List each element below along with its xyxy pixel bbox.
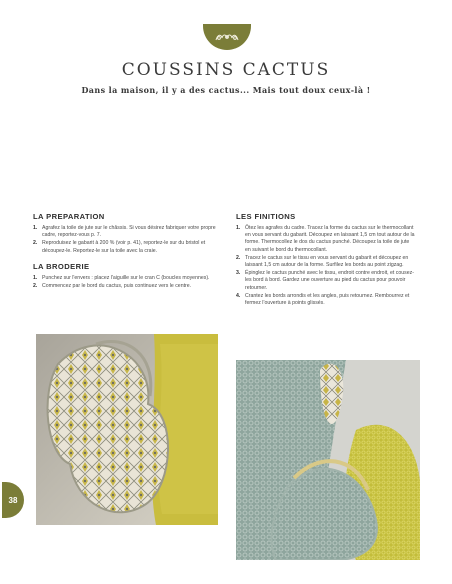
- preparation-steps: [33, 225, 223, 255]
- list-item: [33, 240, 223, 254]
- step-number: 1.: [236, 225, 241, 231]
- step-number: 2.: [33, 240, 38, 247]
- step-text: Agrafez la toile de jute sur le châssis. Si vous désirez fabriquer votre propre cadre, reportez-vous p. 7.: [42, 225, 216, 239]
- list-item: [33, 225, 223, 239]
- broderie-heading: LA BRODERIE: [33, 261, 90, 271]
- right-column: [236, 212, 416, 313]
- header-tab: [203, 24, 251, 50]
- list-item: [236, 293, 416, 307]
- step-text: Crantez les bords arrondis et les angles, puis retournez. Rembourrez et fermez l'ouverture à points glissés.: [245, 292, 410, 307]
- list-item: [33, 283, 223, 290]
- step-number: 1.: [33, 274, 38, 281]
- list-item: [236, 225, 416, 254]
- finitions-heading: LES FINITIONS: [236, 212, 296, 221]
- page-subtitle: Dans la maison, il y a des cactus... Mais tout doux ceux-là !: [81, 85, 371, 95]
- step-number: 3.: [236, 270, 241, 277]
- cactus-cushion-photo-right: [236, 360, 420, 560]
- broderie-steps: [33, 275, 223, 290]
- preparation-heading: LA PREPARATION: [33, 212, 105, 221]
- step-number: 2.: [33, 283, 38, 290]
- step-text: Reproduisez le gabarit à 200 % (voir p. 41), reportez-le sur du bristol et découpez-le. Reportez-le sur la toile avec la craie.: [42, 240, 206, 254]
- finitions-steps: [236, 225, 416, 307]
- page-title: COUSSINS CACTUS: [121, 60, 331, 80]
- left-column: [33, 212, 223, 296]
- step-text: Ôtez les agrafes du cadre. Tracez la forme du cactus sur le thermocollant en vous servant du gabarit. Découpez en laissant 1,5 cm tout autour de la forme. Thermocollez le dos du cactus punché. Découpez la toile de jute en suivant le bord du thermocollant.: [245, 225, 415, 253]
- list-item: [33, 275, 223, 282]
- step-text: Tracez le cactus sur le tissu en vous servant du gabarit et découpez en laissant 1,5 cm autour de la forme. Surfilez les bords au point zigzag.: [245, 254, 409, 269]
- step-number: 1.: [33, 225, 38, 231]
- list-item: [236, 270, 416, 292]
- step-number: 4.: [236, 292, 241, 299]
- floral-ornament-icon: [212, 30, 242, 44]
- list-item: [236, 255, 416, 269]
- step-text: Épinglez le cactus punché avec le tissu, endroit contre endroit, et cousez-les bord à bord. Gardez une ouverture au pied du cactus pour pouvoir retourner.: [245, 270, 414, 291]
- cactus-cushion-photo-left: [36, 334, 218, 525]
- step-number: 2.: [236, 254, 241, 261]
- step-text: Punchez sur l'envers : placez l'aiguille sur le cran C (boucles moyennes).: [42, 274, 210, 281]
- page-number: 38: [2, 482, 24, 518]
- step-text: Commencez par le bord du cactus, puis continuez vers le centre.: [42, 283, 192, 290]
